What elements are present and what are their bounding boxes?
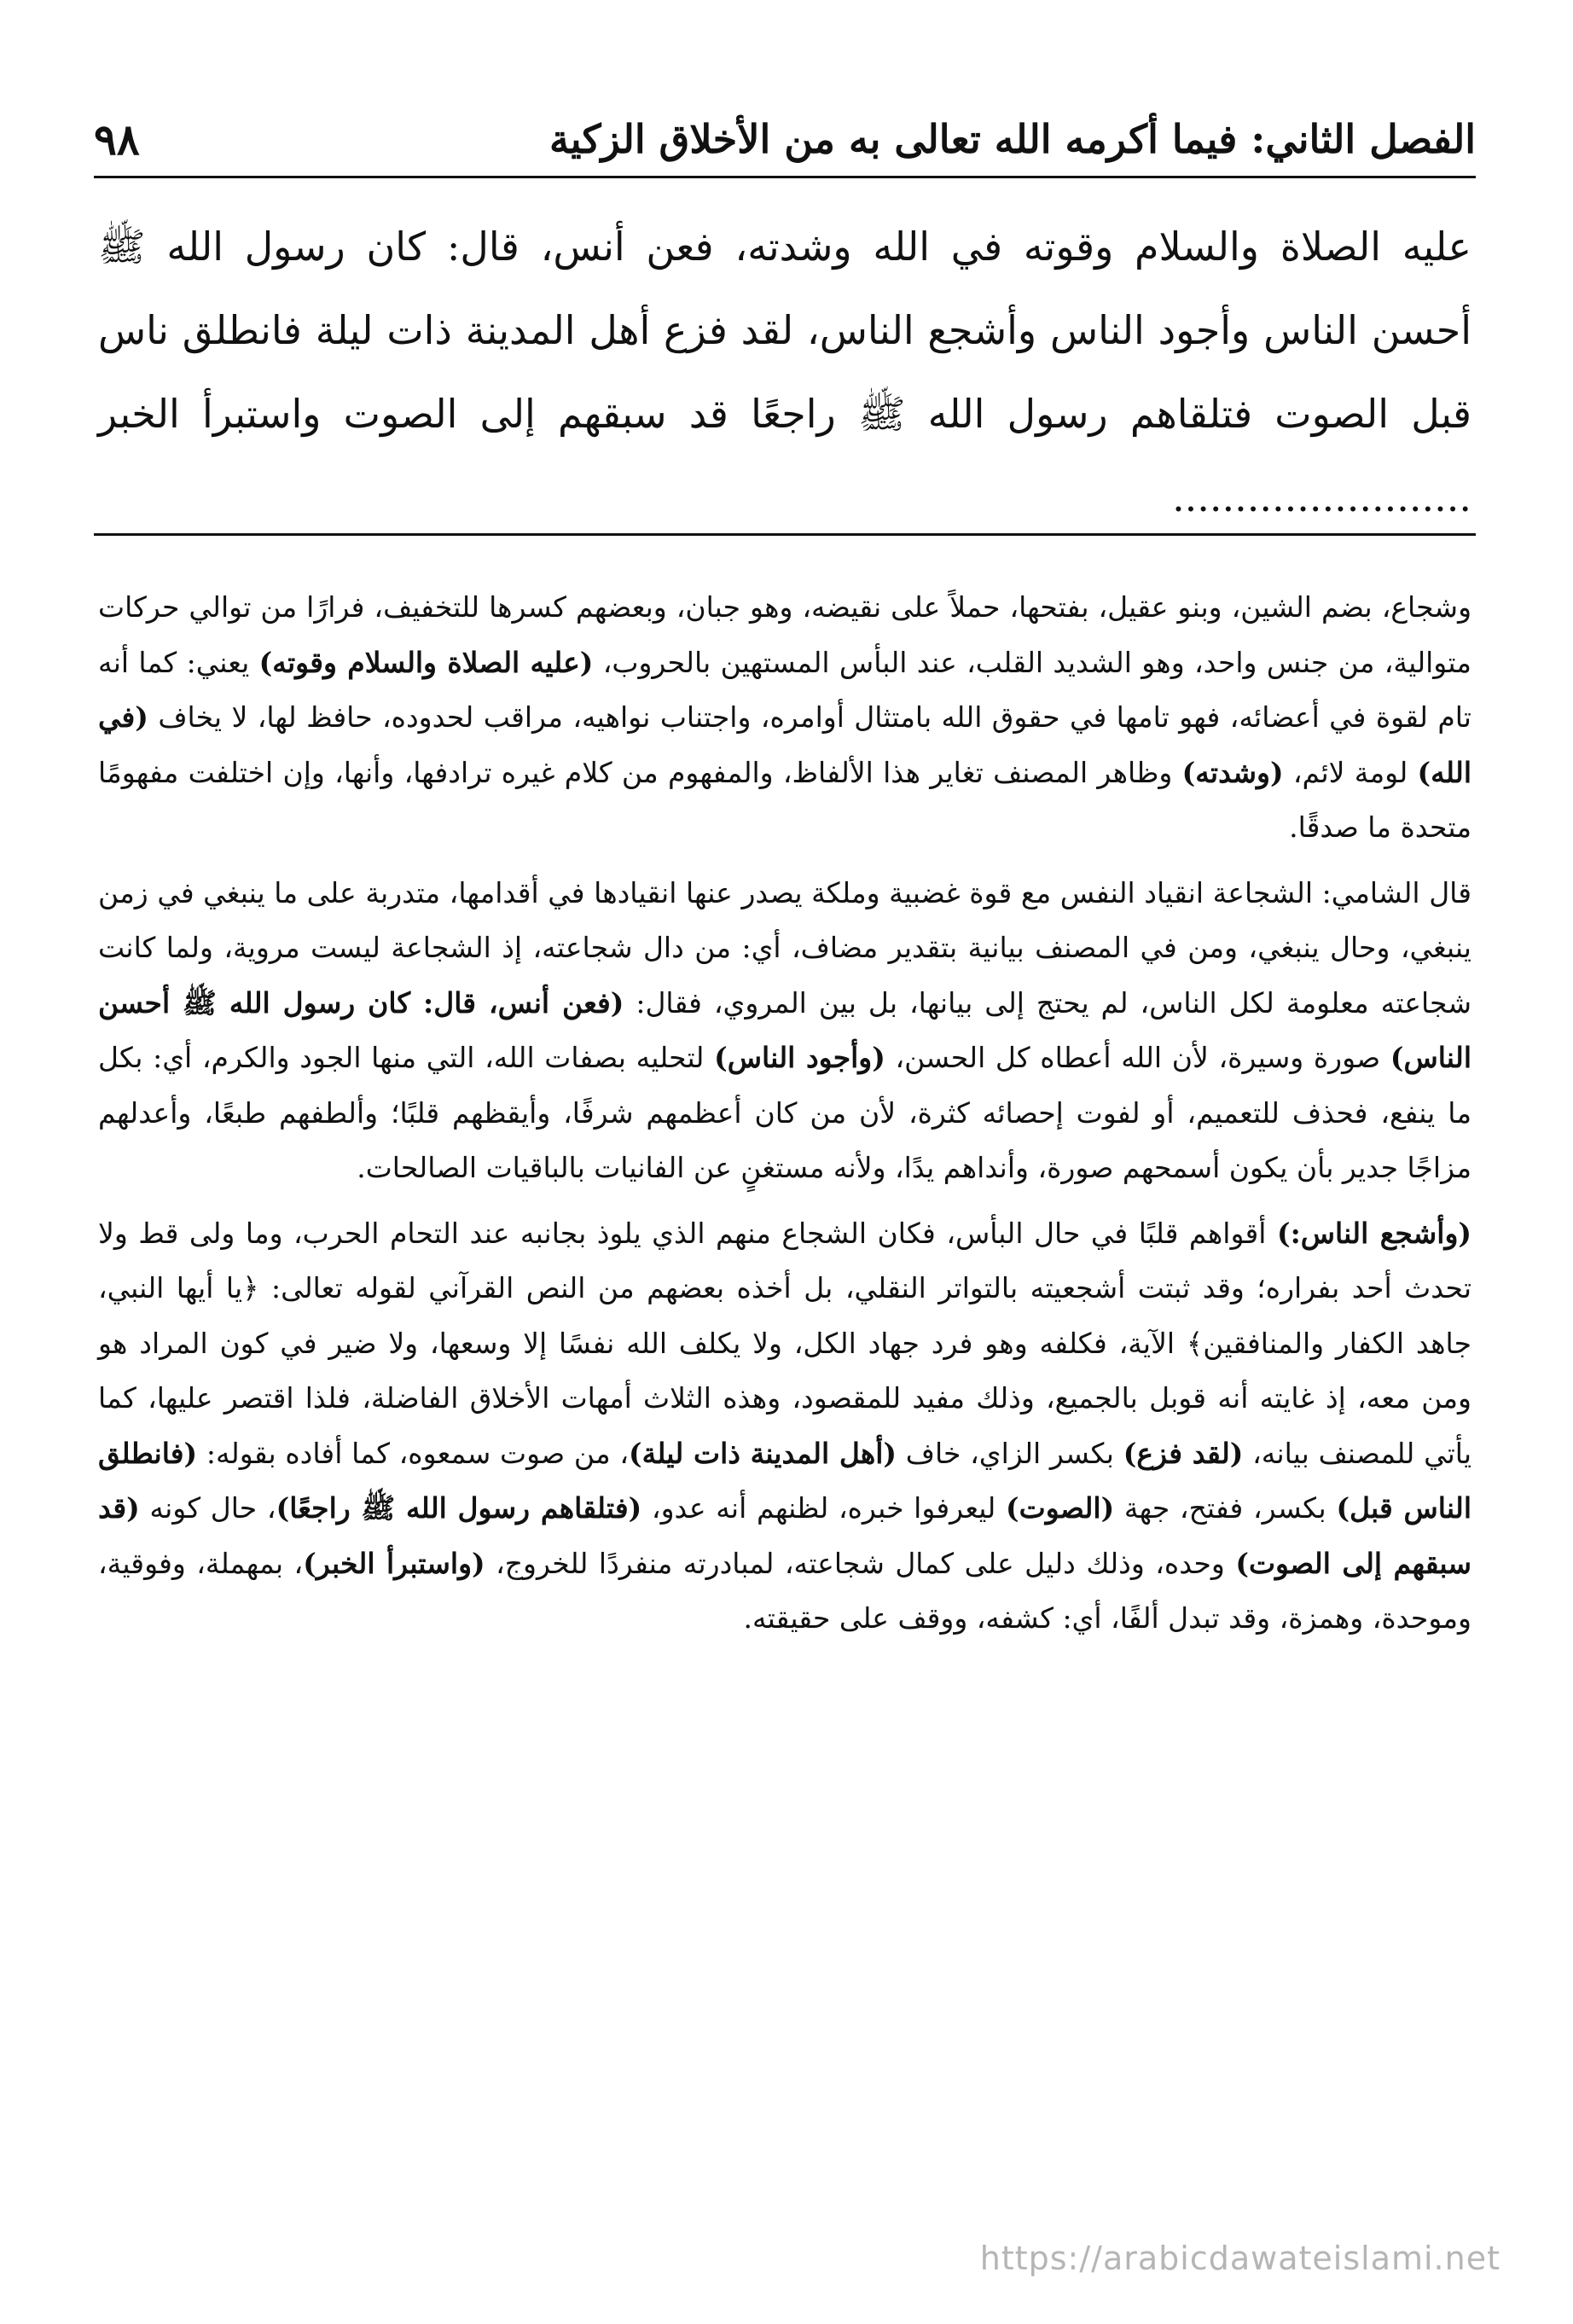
text-segment: بكسر الزاي، خاف: [897, 1436, 1123, 1470]
main-text-divider: [94, 533, 1476, 536]
text-segment: أقواهم قلبًا في حال البأس، فكان الشجاع منهم الذي يلوذ بجانبه عند التحام الحرب، وما ولى قط ولا تحدث أحد بفراره؛ وقد ثبتت أشجعيته بالتواتر النقلي، بل أخذه بعضهم من النص القرآني لقوله تعالى: ﴿يا أيها النبي، جاهد الكفار والمنافقين﴾ الآية، فكلفه وهو فرد جهاد الكل، ولا يكلف الله نفسًا إلا وسعها، ولا ضير في كون المراد هو ومن معه، إذ غايته أنه قوبل بالجميع، وذلك مفيد للمقصود، وهذه الثلاث أمهات الأخلاق الفاضلة، فلذا اقتصر عليها، كما يأتي للمصنف بيانه،: [98, 1216, 1472, 1470]
text-segment: لومة لائم،: [1283, 755, 1418, 789]
text-segment: وشجاع، بضم الشين، وبنو عقيل، بفتحها، حملاً على نقيضه، وهو جبان، وبعضهم كسرها للتخفيف، فرارًا من توالي حركات متوالية، من جنس واحد، وهو الشديد القلب، عند البأس المستهين بالحروب،: [98, 590, 1471, 679]
quoted-phrase: (في الله): [98, 700, 1472, 789]
commentary-paragraph-2: [98, 866, 1471, 1196]
text-segment: صورة وسيرة، لأن الله أعطاه كل الحسن،: [885, 1041, 1390, 1074]
quoted-phrase: (فعن أنس، قال: كان رسول الله ﷺ أحسن الناس): [98, 985, 1471, 1074]
text-segment: ، حال كونه: [139, 1491, 276, 1525]
ellipsis: ........................: [1172, 474, 1471, 520]
commentary-paragraph-1: [98, 580, 1471, 856]
header-divider: [94, 176, 1476, 178]
page-header: [94, 101, 1476, 177]
text-segment: لتحليه بصفات الله، التي منها الجود والكرم، أي: بكل ما ينفع، فحذف للتعميم، أو لفوت إحصائه كثرة، لأن من كان أعظمهم شرفًا، وأيقظهم قلبًا؛ وألطفهم طبعًا، وأعدلهم مزاجًا جدير بأن يكون أسمحهم صورة، وأنداهم يدًا، ولأنه مستغنٍ عن الفانيات بالباقيات الصالحات.: [98, 1041, 1471, 1184]
main-text: [98, 205, 1471, 539]
watermark-url: https://arabicdawateislami.net: [979, 2240, 1500, 2277]
commentary: [98, 580, 1471, 1657]
text-segment: يعني: كما أنه تام لقوة في أعضائه، فهو تامها في حقوق الله بامتثال أوامره، واجتناب نواهيه، مراقب لحدوده، حافظ لها، لا يخاف: [98, 645, 1471, 734]
quoted-phrase: (أهل المدينة ذات ليلة): [629, 1436, 897, 1470]
text-segment: ، بمهملة، وفوقية، وموحدة، وهمزة، وقد تبدل ألفًا، أي: كشفه، ووقف على حقيقته.: [98, 1546, 1471, 1635]
quoted-phrase: (وأجود الناس): [714, 1041, 885, 1074]
quoted-phrase: (عليه الصلاة والسلام وقوته): [258, 645, 594, 679]
quoted-phrase: (قد سبقهم إلى الصوت): [98, 1491, 1472, 1580]
quoted-phrase: (وأشجع الناس:): [1276, 1216, 1472, 1250]
text-segment: وظاهر المصنف تغاير هذا الألفاظ، والمفهوم من كلام غيره ترادفها، وأنها، وإن اختلفت مفهومًا متحدة ما صدقًا.: [98, 755, 1471, 844]
quoted-phrase: (فانطلق الناس قبل): [98, 1436, 1472, 1525]
page-number: ٩٨: [94, 113, 140, 165]
commentary-paragraph-3: [98, 1206, 1471, 1647]
running-title: الفصل الثاني: فيما أكرمه الله تعالى به من الأخلاق الزكية: [549, 116, 1476, 162]
quoted-phrase: (وشدته): [1181, 755, 1284, 789]
text-segment: بكسر، ففتح، جهة: [1114, 1491, 1337, 1525]
text-segment: ، من صوت سمعوه، كما أفاده بقوله:: [197, 1436, 630, 1470]
quoted-phrase: (لقد فزع): [1123, 1436, 1244, 1470]
quoted-phrase: (فتلقاهم رسول الله ﷺ راجعًا): [276, 1491, 642, 1525]
quoted-phrase: (واستبرأ الخبر): [303, 1546, 485, 1580]
text-segment: وحده، وذلك دليل على كمال شجاعته، لمبادرته منفردًا للخروج،: [485, 1546, 1236, 1580]
text-segment: ليعرفوا خبره، لظنهم أنه عدو،: [641, 1491, 1007, 1525]
quoted-phrase: (الصوت): [1006, 1491, 1115, 1525]
text-segment: قال الشامي: الشجاعة انقياد النفس مع قوة غضبية وملكة يصدر عنها انقيادها في أقدامها، متدربة على ما ينبغي في زمن ينبغي، وحال ينبغي، ومن في المصنف بيانية بتقدير مضاف، أي: من دال شجاعته، إذ الشجاعة ليست مروية، ولما كانت شجاعته معلومة لكل الناس، لم يحتج إلى بيانها، بل بين المروي، فقال:: [98, 875, 1471, 1020]
main-text-body: عليه الصلاة والسلام وقوته في الله وشدته، فعن أنس، قال: كان رسول الله ﷺ أحسن الناس وأجود الناس وأشجع الناس، لقد فزع أهل المدينة ذات ليلة فانطلق ناس قبل الصوت فتلقاهم رسول الله ﷺ راجعًا قد سبقهم إلى الصوت واستبرأ الخبر: [98, 224, 1471, 437]
